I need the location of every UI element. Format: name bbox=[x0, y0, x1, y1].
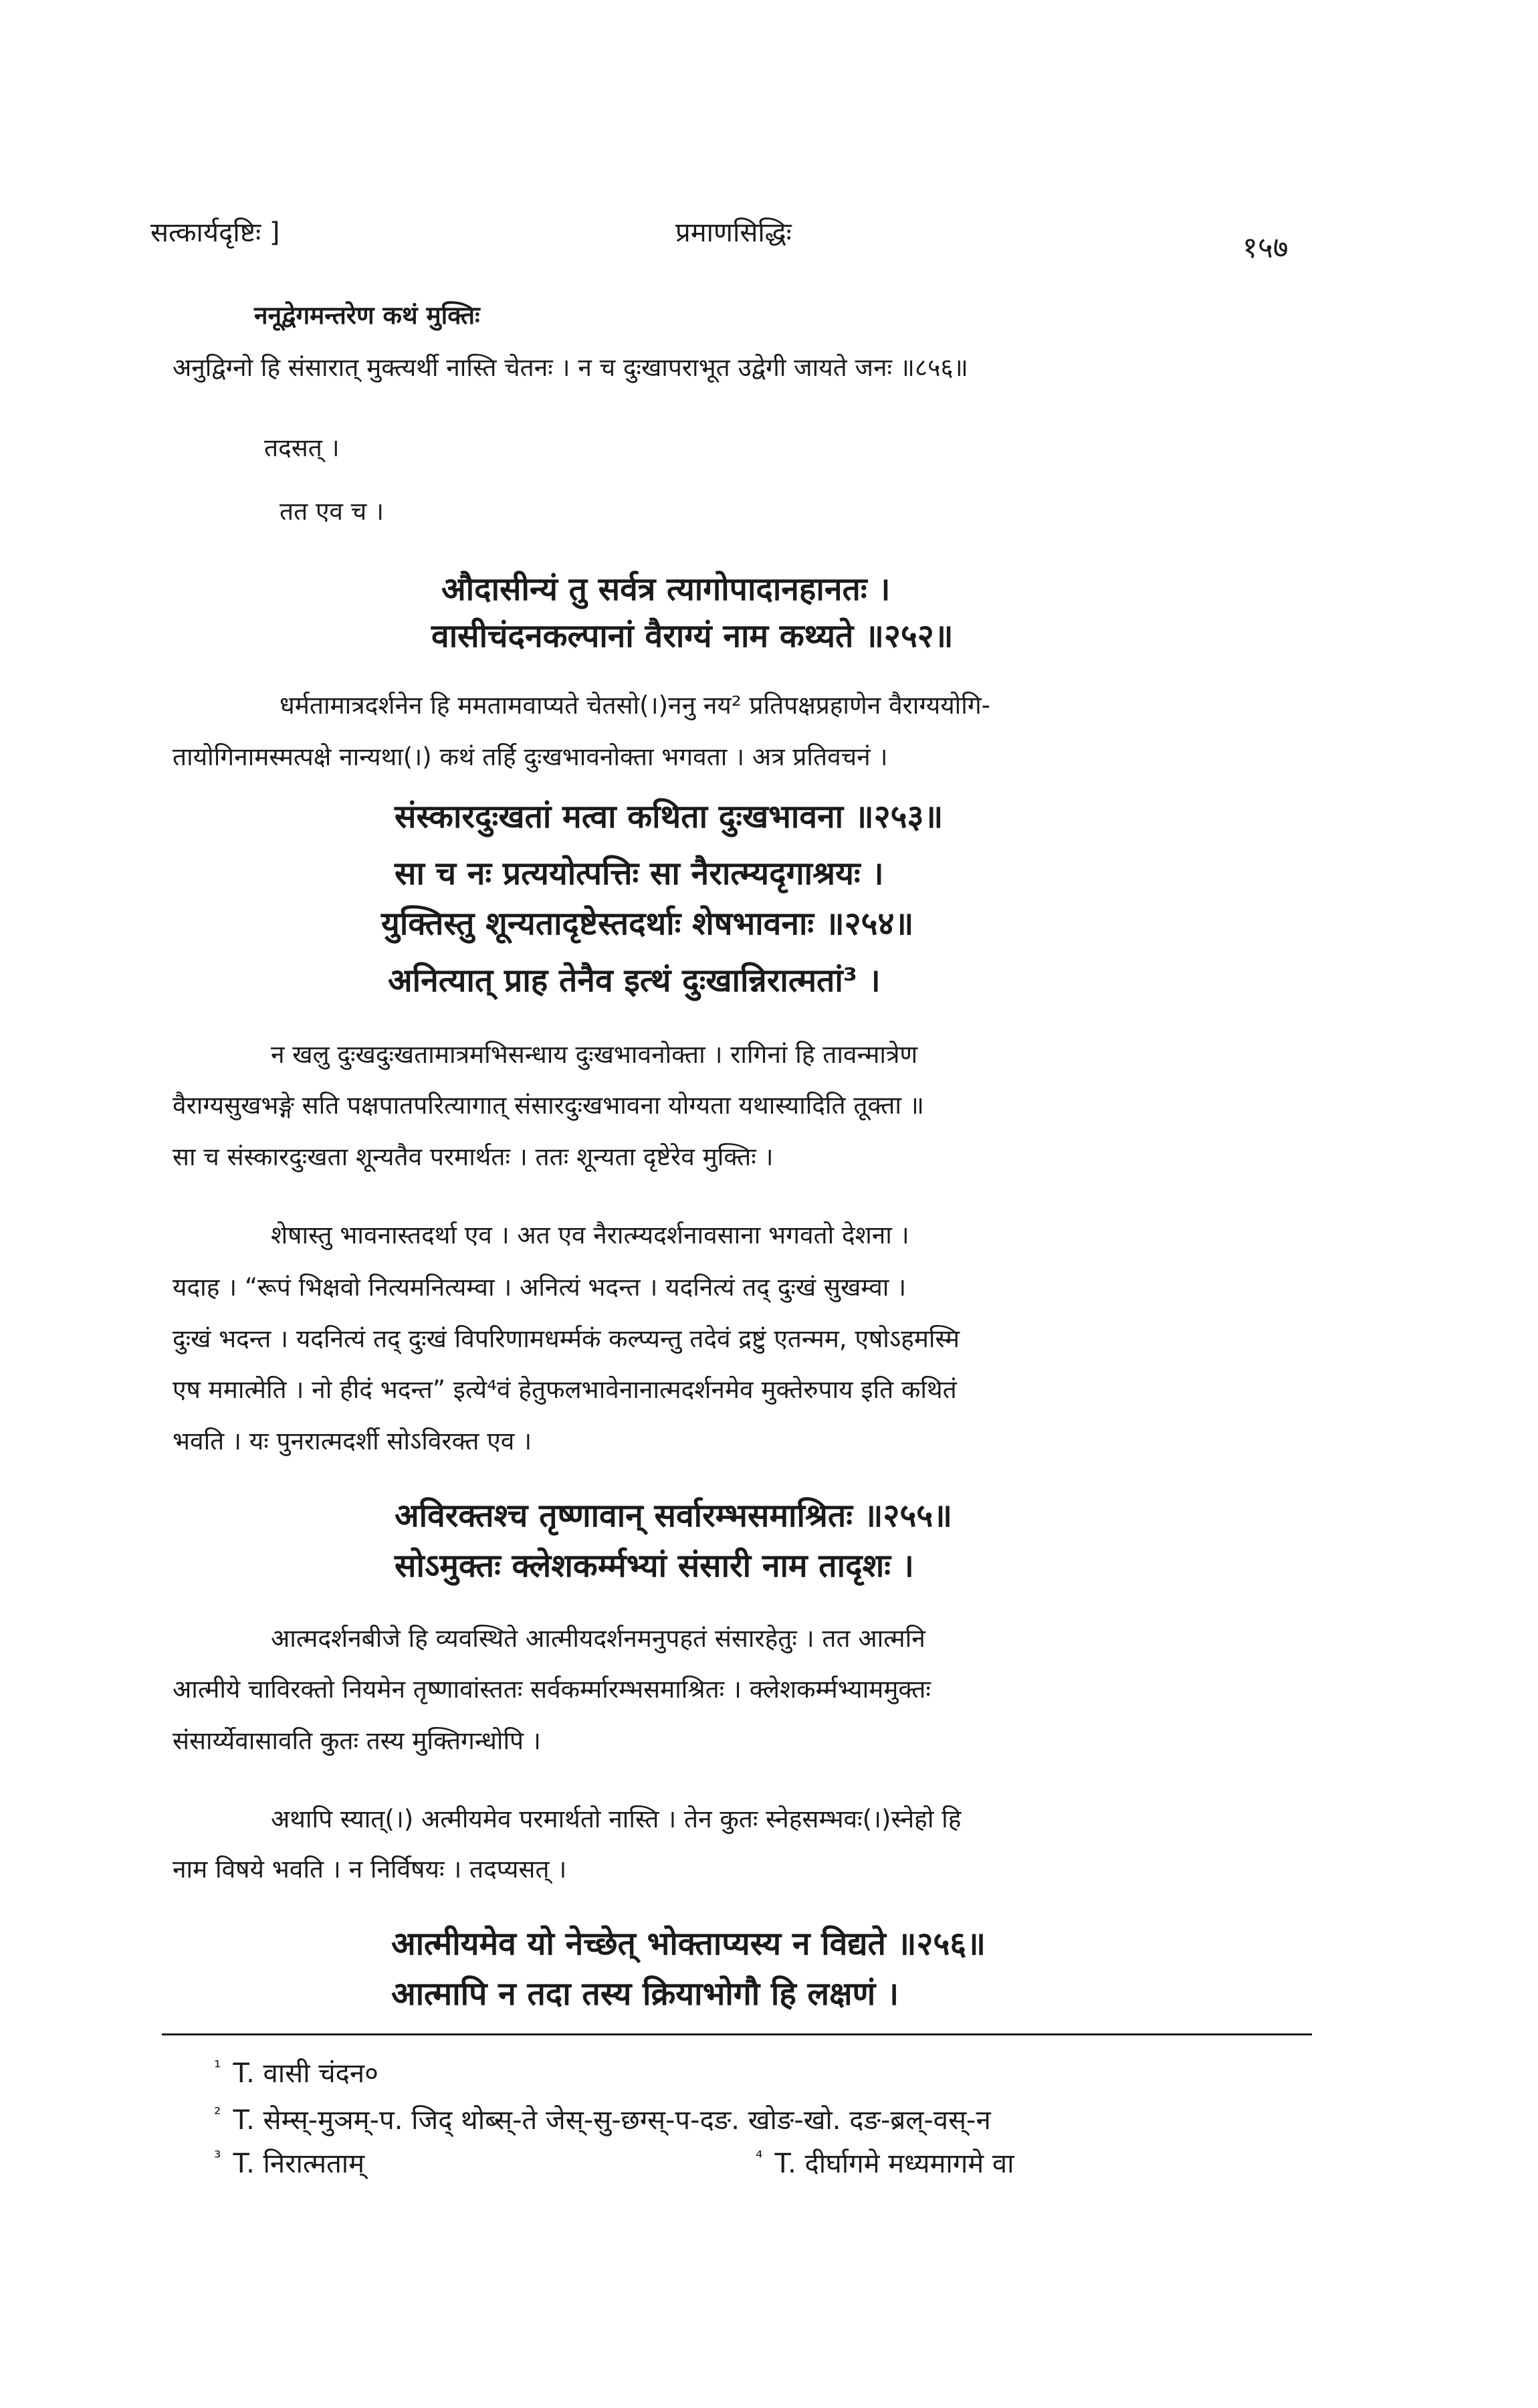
running-head-section: सत्कार्यदृष्टिः ] bbox=[150, 217, 280, 248]
prose-line: आत्मदर्शनबीजे हि व्यवस्थिते आत्मीयदर्शनमनुपहतं संसारहेतुः । तत आत्मनि bbox=[271, 1624, 925, 1653]
prose-line: तत एव च । bbox=[280, 497, 384, 526]
footnote-mark: ³ bbox=[214, 2147, 221, 2168]
prose-line: सा च संस्कारदुःखता शून्यतैव परमार्थतः । ततः शून्यता दृष्टेरेव मुक्तिः । bbox=[173, 1142, 774, 1171]
prose-line: धर्मतामात्रदर्शनेन हि ममतामवाप्यते चेतसो(।)ननु नय² प्रतिपक्षप्रहाणेन वैराग्ययोगि- bbox=[280, 691, 991, 720]
footnote bbox=[214, 2053, 378, 2090]
footnote-text: T. वासी चंदन० bbox=[233, 2058, 378, 2089]
verse-line: संस्कारदुःखतां मत्वा कथिता दुःखभावना ॥२५३॥ bbox=[395, 798, 944, 835]
footnote bbox=[756, 2144, 1014, 2181]
running-head bbox=[0, 213, 1538, 265]
footnote-mark: ¹ bbox=[214, 2057, 221, 2078]
footnote-mark: ² bbox=[214, 2104, 221, 2124]
verse-line: वासीचंदनकल्पानां वैराग्यं नाम कथ्यते ॥२५२॥ bbox=[431, 617, 954, 655]
prose-line: तदसत् । bbox=[264, 433, 340, 462]
prose-line: संसार्य्येवासावति कुतः तस्य मुक्तिगन्धोपि । bbox=[173, 1726, 541, 1755]
verse-line: युक्तिस्तु शून्यतादृष्टेस्तदर्थाः शेषभावनाः ॥२५४॥ bbox=[381, 905, 914, 942]
footnote bbox=[214, 2100, 991, 2137]
verse-line: अनित्यात् प्राह तेनैव इत्थं दुःखान्निरात्मतां³ । bbox=[388, 962, 881, 999]
prose-line: अथापि स्यात्(।) अत्मीयमेव परमार्थतो नास्ति । तेन कुतः स्नेहसम्भवः(।)स्नेहो हि bbox=[271, 1805, 962, 1833]
verse-line: अविरक्तश्च तृष्णावान् सर्वारम्भसमाश्रितः ॥२५५॥ bbox=[395, 1497, 953, 1534]
verse-line: औदासीन्यं तु सर्वत्र त्यागोपादानहानतः । bbox=[441, 571, 891, 608]
verse-line: आत्मीयमेव यो नेच्छेत् भोक्ताप्यस्य न विद्यते ॥२५६॥ bbox=[391, 1925, 986, 1963]
running-head-title: प्रमाणसिद्धिः bbox=[675, 217, 792, 248]
verse-line: आत्मापि न तदा तस्य क्रियाभोगौ हि लक्षणं । bbox=[391, 1975, 899, 2013]
intro-line: ननूद्वेगमन्तरेण कथं मुक्तिः bbox=[254, 301, 480, 330]
prose-line: दुःखं भदन्त । यदनित्यं तद् दुःखं विपरिणामधर्म्मकं कल्प्यन्तु तदेवं द्रष्टुं एतन्मम, एषोऽहमस्मि bbox=[173, 1324, 960, 1353]
prose-line: शेषास्तु भावनास्तदर्था एव । अत एव नैरात्म्यदर्शनावसाना भगवतो देशना । bbox=[271, 1221, 909, 1249]
prose-line: न खलु दुःखदुःखतामात्रमभिसन्धाय दुःखभावनोक्ता । रागिनां हि तावन्मात्रेण bbox=[271, 1040, 918, 1069]
page-number: १५७ bbox=[1242, 231, 1289, 265]
prose-line: भवति । यः पुनरात्मदर्शी सोऽविरक्त एव । bbox=[173, 1427, 532, 1456]
footnote-divider bbox=[162, 2033, 1312, 2035]
prose-line: तायोगिनामस्मत्पक्षे नान्यथा(।) कथं तर्हि दुःखभावनोक्ता भगवता । अत्र प्रतिवचनं । bbox=[173, 742, 888, 771]
verse-line: सोऽमुक्तः क्लेशकर्म्मभ्यां संसारी नाम तादृशः । bbox=[395, 1547, 914, 1585]
prose-line: एष ममात्मेति । नो हीदं भदन्त” इत्ये⁴वं हेतुफलभावेनानात्मदर्शनमेव मुक्तेरुपाय इति कथितं bbox=[173, 1375, 957, 1404]
footnote-text: T. निरात्मताम् bbox=[233, 2148, 365, 2179]
prose-line: आत्मीये चाविरक्तो नियमेन तृष्णावांस्ततः सर्वकर्म्मारम्भसमाश्रितः । क्लेशकर्म्मभ्याममुक्तः bbox=[173, 1675, 931, 1704]
prose-line: वैराग्यसुखभङ्गे सति पक्षपातपरित्यागात् संसारदुःखभावना योग्यता यथास्यादिति तूक्ता ॥ bbox=[173, 1091, 924, 1120]
footnote-text: T. दीर्घागमे मध्यमागमे वा bbox=[774, 2148, 1014, 2179]
footnote bbox=[214, 2144, 364, 2181]
prose-line: नाम विषये भवति । न निर्विषयः । तदप्यसत् । bbox=[173, 1855, 567, 1884]
verse-line: सा च नः प्रत्ययोत्पत्तिः सा नैरात्म्यदृगाश्रयः । bbox=[395, 855, 884, 892]
footnote-text: T. सेम्स्-मुञम्-प. जिद् थोब्स्-ते जेस्-सु-छग्स्-प-दङ. खोङ-खो. दङ-ब्रल्-वस्-न bbox=[233, 2105, 991, 2136]
footnote-mark: ⁴ bbox=[756, 2147, 763, 2168]
prose-line: यदाह । “रूपं भिक्षवो नित्यमनित्यम्वा । अनित्यं भदन्त । यदनित्यं तद् दुःखं सुखम्वा । bbox=[173, 1273, 907, 1302]
prose-line: अनुद्विग्नो हि संसारात् मुक्त्यर्थी नास्ति चेतनः । न च दुःखापराभूत उद्वेगी जायते जनः ॥८५६॥ bbox=[173, 353, 968, 382]
